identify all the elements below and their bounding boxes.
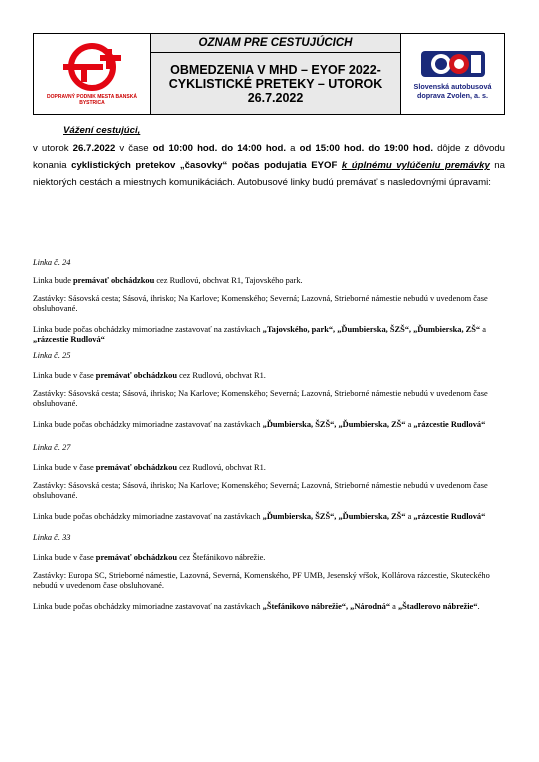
notice-title: OZNAM PRE CESTUJÚCICH xyxy=(151,34,400,53)
line-detour: Linka bude v čase premávať obchádzkou cez Rudlovú, obchvat R1. xyxy=(33,371,266,380)
intro-restriction: k úplnému vylúčeniu premávky xyxy=(341,160,490,171)
intro-text: na niektorých cestách a miestnych komunikáciách. Autobusové linky budú premávať s nasledovnými úpravami: xyxy=(33,160,505,188)
intro-text: dôjde z dôvodu konania xyxy=(33,143,505,171)
line-detour: Linka bude v čase premávať obchádzkou cez Rudlovú, obchvat R1. xyxy=(33,463,266,472)
line-detour: Linka bude v čase premávať obchádzkou cez Štefánikovo nábrežie. xyxy=(33,553,266,562)
intro-text: v čase xyxy=(115,143,153,154)
line-33-block xyxy=(33,533,505,612)
intro-paragraph xyxy=(33,140,505,191)
line-stops: Zastávky: Europa SC, Strieborné námestie, Lazovná, Severná, Komenského, PF UMB, Jesenský vŕšok, Kollárova rázcestie, Skuteckého nebudú v uvedenom čase obsluhované. xyxy=(33,571,490,590)
line-extra-stops: Linka bude počas obchádzky mimoriadne zastavovať na zastávkach „Ďumbierska, ŠZŠ“, „Ďumbierska, ZŠ“ a „rázcestie Rudlová“ xyxy=(33,420,486,429)
intro-time-1: od 10:00 hod. do 14:00 hod. xyxy=(152,143,287,154)
intro-text: v utorok xyxy=(33,143,73,154)
dpmbb-logo-icon xyxy=(60,41,124,93)
line-27-block xyxy=(33,443,505,522)
intro-text: a xyxy=(286,143,300,154)
line-extra-stops: Linka bude počas obchádzky mimoriadne zastavovať na zastávkach „Štefánikovo nábrežie“, „Národná“ a „Štadlerovo nábrežie“. xyxy=(33,602,480,611)
sad-logo-icon xyxy=(419,49,487,79)
intro-date: 26.7.2022 xyxy=(72,143,116,154)
line-extra-stops: Linka bude počas obchádzky mimoriadne zastavovať na zastávkach „Tajovského, park“, „Ďumbierska, ŠZŠ“, „Ďumbierska, ZŠ“ a „rázcestie Rudlová“ xyxy=(33,325,486,344)
notice-subtitle: OBMEDZENIA V MHD – EYOF 2022- CYKLISTICKÉ PRETEKY – UTOROK 26.7.2022 xyxy=(151,53,400,114)
header-table xyxy=(33,33,505,115)
line-25-block xyxy=(33,351,505,430)
dpmbb-logo-caption: DOPRAVNÝ PODNIK MESTA BANSKÁ BYSTRICA xyxy=(47,94,137,106)
line-detour: Linka bude premávať obchádzkou cez Rudlovú, obchvat R1, Tajovského park. xyxy=(33,276,303,285)
line-title: Linka č. 27 xyxy=(33,443,71,452)
greeting: Vážení cestujúci, xyxy=(63,125,141,136)
dpmbb-logo-cell xyxy=(34,34,151,114)
intro-event: cyklistických pretekov „časovky“ počas podujatia EYOF xyxy=(71,160,338,171)
line-stops: Zastávky: Sásovská cesta; Sásová, ihrisko; Na Karlove; Komenského; Severná; Lazovná, Strieborné námestie nebudú v uvedenom čase obsluhované. xyxy=(33,294,488,313)
intro-time-2: od 15:00 hod. do 19:00 hod. xyxy=(299,143,433,154)
line-stops: Zastávky: Sásovská cesta; Sásová, ihrisko; Na Karlove; Komenského; Severná; Lazovná, Strieborné námestie nebudú v uvedenom čase obsluhované. xyxy=(33,481,488,500)
line-stops: Zastávky: Sásovská cesta; Sásová, ihrisko; Na Karlove; Komenského; Severná; Lazovná, Strieborné námestie nebudú v uvedenom čase obsluhované. xyxy=(33,389,488,408)
header-title-cell xyxy=(151,34,401,114)
line-24-block xyxy=(33,258,505,345)
line-extra-stops: Linka bude počas obchádzky mimoriadne zastavovať na zastávkach „Ďumbierska, ŠZŠ“, „Ďumbierska, ZŠ“ a „rázcestie Rudlová“ xyxy=(33,512,486,521)
sad-logo-cell xyxy=(401,34,504,114)
line-title: Linka č. 33 xyxy=(33,533,71,542)
sad-name: Slovenská autobusová doprava Zvolen, a. s. xyxy=(413,81,492,100)
line-title: Linka č. 25 xyxy=(33,351,71,360)
line-title: Linka č. 24 xyxy=(33,258,71,267)
